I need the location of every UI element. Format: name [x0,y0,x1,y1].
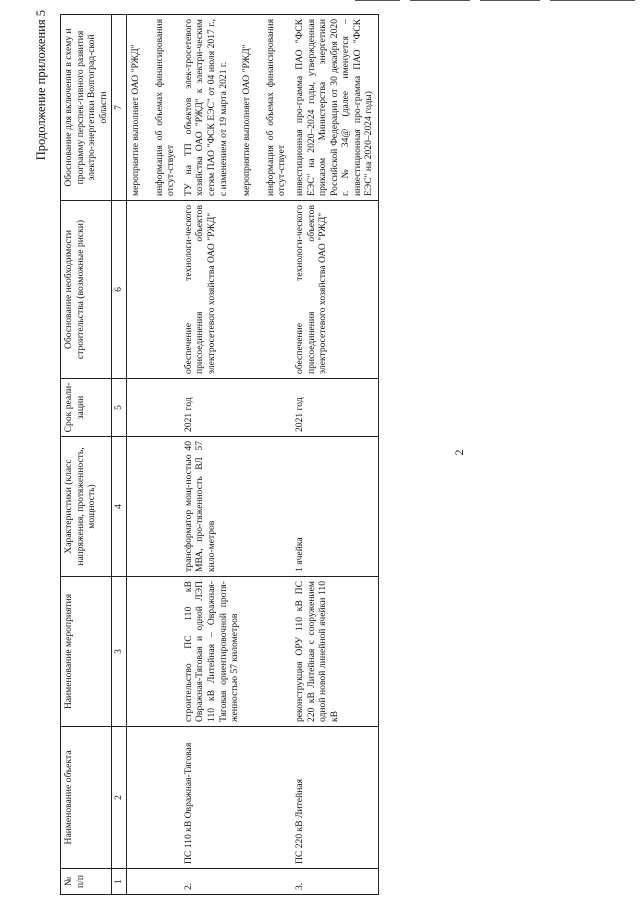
row-object: ПС 220 кВ Литейная [291,727,379,869]
table-row [180,15,291,895]
header-row [61,15,112,895]
row-measure: реконструкция ОРУ 110 кВ ПС 220 кВ Литейная с сооружением одной новой линейной ячейки 110 кВ [291,577,379,727]
row-necessity: обеспечение технологи-ческого присоединения объектов электросетевого хозяйства ОАО "РЖД" [180,201,291,379]
continuation-label: Продолжение приложения 5 [34,10,48,161]
measures-table [60,14,379,895]
row-necessity: обеспечение технологи-ческого присоединения объектов электросетевого хозяйства ОАО "РЖД" [291,201,379,379]
col-num-7: 7 [112,15,127,201]
header-necessity: Обоснование необходимости строительства (возможные риски) [61,201,112,379]
col-num-3: 3 [112,577,127,727]
row-num: 2. [180,869,291,895]
row-characteristics: 1 ячейка [291,437,379,577]
header-basis: Обоснование для включения в схему и программу перспек-тивного развития электро-энергетики Волгоград-ской области [61,15,112,201]
header-term: Срок реали-зации [61,379,112,437]
row-basis [126,15,179,201]
row-num: 3. [291,869,379,895]
table-row [291,15,379,895]
row-num [126,869,179,895]
row-term: 2021 год [180,379,291,437]
row-term: 2021 год [291,379,379,437]
basis-paragraph: мероприятие выполняет ОАО "РЖД" [241,44,253,196]
basis-paragraph: информация об объемах финансирования отсут-ствует [264,19,288,196]
col-num-1: 1 [112,869,127,895]
basis-paragraph: инвестиционная про-грамма ПАО "ФСК ЕЭС" на 2020–2024 годы, утвержденная приказом Министерства энергетики Российской Федерации от 30 декабря 2020 г. № 34@ (далее именуется – инвестиционная про-грамма ПАО "ФСК ЕЭС" на 2020–2024 годы) [293,19,375,196]
col-num-4: 4 [112,437,127,577]
row-object [126,727,179,869]
row-measure: строительство ПС 110 кВ Овражная-Тяговая и одной ЛЭП 110 кВ Литейная – Овражная-Тяговая ориентировочной протя-женностью 57 километров [180,577,291,727]
header-num: № п/п [61,869,112,895]
col-num-6: 6 [112,201,127,379]
table-row [126,15,179,895]
basis-paragraph: ТУ на ТП объектов элек-тросетевого хозяйства ОАО "РЖД" к электри-ческим сетям ПАО "ФСК ЕЭС" от 04 июля 2017 г., с изменением от 19 марта 2021 г. [182,19,229,196]
row-object: ПС 110 кВ Овражная-Тяговая [180,727,291,869]
column-number-row [112,15,127,895]
row-basis [291,15,379,201]
row-characteristics [126,437,179,577]
row-necessity [126,201,179,379]
basis-paragraph: мероприятие выполняет ОАО "РЖД" [129,44,141,196]
header-object: Наименование объекта [61,727,112,869]
col-num-5: 5 [112,379,127,437]
page-number: 2 [452,449,466,456]
col-num-2: 2 [112,727,127,869]
row-measure [126,577,179,727]
header-characteristics: Характеристики (класс напряжения, протяженность, мощность) [61,437,112,577]
basis-paragraph: информация об объемах финансирования отсут-ствует [153,19,177,196]
row-term [126,379,179,437]
header-measure: Наименование мероприятия [61,577,112,727]
row-basis [180,15,291,201]
row-characteristics: трансформатор мощ-ностью 40 МВА, про-тяженность ВЛ 57 кило-метров [180,437,291,577]
